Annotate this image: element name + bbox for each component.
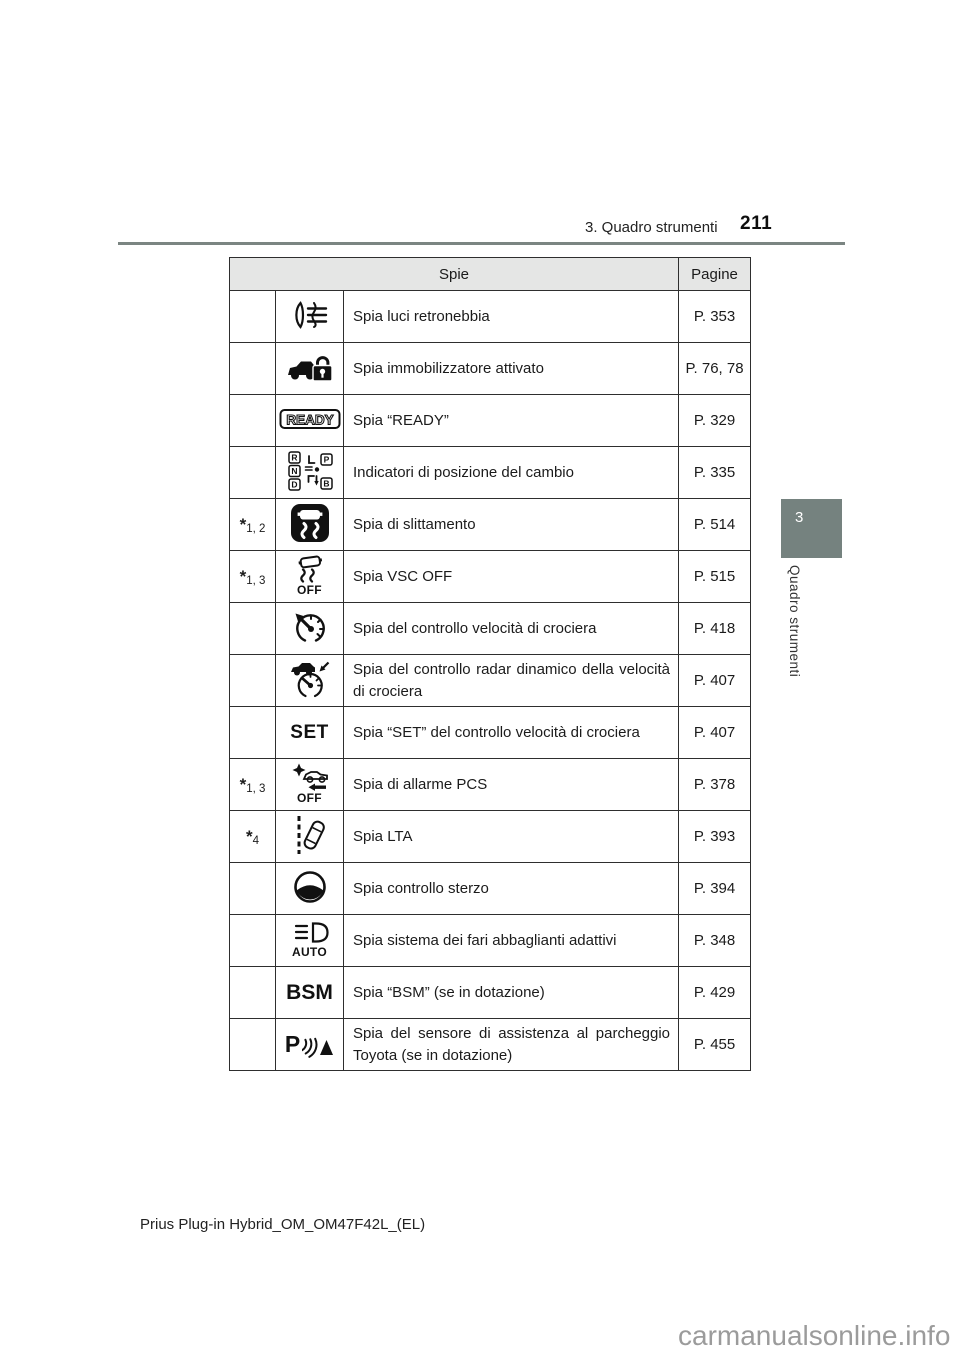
icon-cell	[276, 447, 344, 499]
slip-indicator-icon	[290, 530, 330, 547]
note-cell: $*_{1, 3}$	[230, 551, 276, 603]
page-reference: P. 407	[679, 707, 751, 759]
note-cell: $*_{1, 2}$	[230, 499, 276, 551]
indicator-label: Spia controllo sterzo	[344, 863, 679, 915]
note-cell	[230, 707, 276, 759]
indicator-label: Spia “READY”	[344, 395, 679, 447]
page-reference: P. 407	[679, 655, 751, 707]
icon-cell	[276, 759, 344, 811]
page-reference: P. 515	[679, 551, 751, 603]
column-header-spie: Spie	[230, 258, 679, 291]
note-cell	[230, 1019, 276, 1071]
note-cell	[230, 395, 276, 447]
svg-text:R: R	[290, 452, 298, 463]
watermark: carmanualsonline.info	[678, 1320, 951, 1351]
table-row	[230, 863, 751, 915]
page-reference: P. 348	[679, 915, 751, 967]
icon-cell	[276, 603, 344, 655]
indicator-label: Spia di allarme PCS	[344, 759, 679, 811]
indicator-label: Spia sistema dei fari abbaglianti adattivi	[344, 915, 679, 967]
indicator-table	[229, 257, 751, 1071]
page-reference: P. 353	[679, 291, 751, 343]
ready-indicator	[279, 412, 341, 434]
table-row	[230, 395, 751, 447]
indicator-label: Spia immobilizzatore attivato	[344, 343, 679, 395]
page-reference: P. 393	[679, 811, 751, 863]
document-code: Prius Plug-in Hybrid_OM_OM47F42L_(EL)	[140, 1216, 426, 1233]
icon-cell	[276, 499, 344, 551]
indicator-label: Spia luci retronebbia	[344, 291, 679, 343]
page-reference: P. 514	[679, 499, 751, 551]
indicator-label: Indicatori di posizione del cambio	[344, 447, 679, 499]
indicator-label: Spia di slittamento	[344, 499, 679, 551]
cruise-control-icon	[292, 631, 328, 648]
table-row	[230, 447, 751, 499]
table-row	[230, 291, 751, 343]
table-row	[230, 551, 751, 603]
icon-cell	[276, 967, 344, 1019]
note-cell	[230, 655, 276, 707]
lta-icon	[292, 843, 328, 860]
page-number: 211	[740, 213, 773, 234]
vsc-off-icon: OFF	[293, 555, 327, 596]
indicator-label: Spia del controllo velocità di crociera	[344, 603, 679, 655]
icon-cell	[276, 343, 344, 395]
note-cell	[230, 967, 276, 1019]
bsm-indicator: BSM	[286, 980, 333, 1004]
radar-cruise-control-icon	[289, 685, 331, 702]
page-reference: P. 76, 78	[679, 343, 751, 395]
chapter-tab	[781, 499, 842, 558]
chapter-tab-number: 3	[795, 509, 804, 526]
page-reference: P. 455	[679, 1019, 751, 1071]
chapter-tab-label: Quadro strumenti	[787, 565, 802, 678]
indicator-label: Spia VSC OFF	[344, 551, 679, 603]
indicator-label: Spia “SET” del controllo velocità di crociera	[344, 707, 679, 759]
note-cell	[230, 915, 276, 967]
table-row	[230, 655, 751, 707]
svg-text:READY: READY	[285, 412, 334, 427]
page-reference: P. 378	[679, 759, 751, 811]
column-header-pagine: Pagine	[679, 258, 751, 291]
icon-cell	[276, 915, 344, 967]
note-cell	[230, 447, 276, 499]
table-row	[230, 1019, 751, 1071]
icon-cell	[276, 863, 344, 915]
icon-cell	[276, 655, 344, 707]
table-row	[230, 707, 751, 759]
note-cell: $*_{1, 3}$	[230, 759, 276, 811]
icon-cell	[276, 291, 344, 343]
table-row	[230, 759, 751, 811]
icon-cell	[276, 395, 344, 447]
svg-text:B: B	[322, 478, 330, 489]
immobilizer-icon	[287, 370, 333, 387]
note-cell	[230, 291, 276, 343]
table-row	[230, 915, 751, 967]
table-row	[230, 811, 751, 863]
note-cell	[230, 343, 276, 395]
set-indicator: SET	[290, 721, 329, 743]
page-reference: P. 429	[679, 967, 751, 1019]
icon-cell	[276, 707, 344, 759]
table-row	[230, 967, 751, 1019]
page-reference: P. 394	[679, 863, 751, 915]
note-cell: $*_4$	[230, 811, 276, 863]
table-row	[230, 603, 751, 655]
table-header-row	[230, 258, 751, 291]
parking-sensor-icon: P	[285, 1032, 334, 1058]
rear-fog-light-icon	[291, 317, 329, 334]
adaptive-high-beam-icon: AUTO	[290, 921, 330, 958]
chapter-header: 3. Quadro strumenti	[585, 219, 718, 236]
page-reference: P. 335	[679, 447, 751, 499]
steering-assist-icon	[291, 893, 329, 910]
svg-text:N: N	[290, 465, 298, 476]
svg-text:P: P	[323, 454, 329, 465]
note-cell	[230, 863, 276, 915]
note-cell	[230, 603, 276, 655]
icon-cell	[276, 1019, 344, 1071]
table-row	[230, 343, 751, 395]
header-rule	[118, 242, 845, 245]
indicator-label: Spia “BSM” (se in dotazione)	[344, 967, 679, 1019]
page-reference: P. 329	[679, 395, 751, 447]
shift-position-indicators-icon	[286, 452, 334, 496]
indicator-label: Spia del controllo radar dinamico della velocità di crociera	[344, 655, 679, 707]
indicator-label: Spia LTA	[344, 811, 679, 863]
page-reference: P. 418	[679, 603, 751, 655]
icon-cell	[276, 551, 344, 603]
pcs-warning-off-icon: OFF	[291, 763, 329, 804]
table-row	[230, 499, 751, 551]
indicator-label: Spia del sensore di assistenza al parcheggio Toyota (se in dotazione)	[344, 1019, 679, 1071]
svg-text:D: D	[290, 479, 298, 490]
icon-cell	[276, 811, 344, 863]
